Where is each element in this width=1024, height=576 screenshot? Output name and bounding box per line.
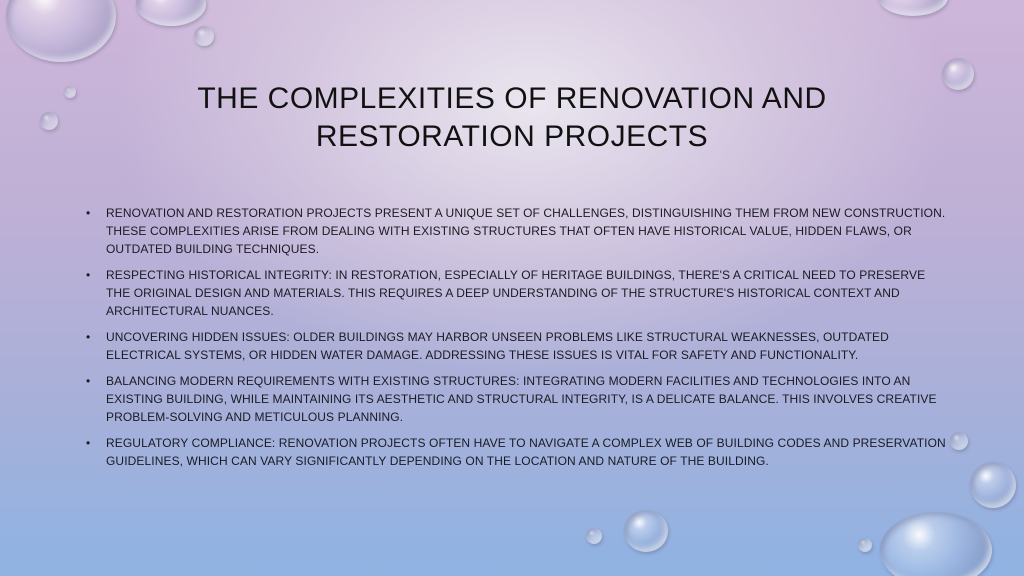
water-droplet-decoration [878, 0, 948, 16]
water-droplet-decoration [880, 512, 992, 576]
bullet-point-icon: • [86, 206, 91, 220]
water-droplet-decoration [624, 510, 668, 552]
bullet-point-icon: • [86, 436, 91, 450]
water-droplet-decoration [858, 538, 872, 552]
bullet-point-icon: • [86, 268, 91, 282]
bullet-text: RENOVATION AND RESTORATION PROJECTS PRESENT A UNIQUE SET OF CHALLENGES, DISTINGUISHING THEM FROM NEW CONSTRUCTION. THESE COMPLEXITIES ARISE FROM DEALING WITH EXISTING STRUCTURES THAT OFTEN HAVE HISTORICAL VALUE, HIDDEN FLAWS, OR OUTDATED BUILDING TECHNIQUES. [106, 206, 946, 256]
water-droplet-decoration [40, 112, 58, 130]
water-droplet-decoration [970, 462, 1016, 508]
water-droplet-decoration [194, 26, 214, 46]
water-droplet-decoration [136, 0, 206, 26]
bullet-text: BALANCING MODERN REQUIREMENTS WITH EXISTING STRUCTURES: INTEGRATING MODERN FACILITIES AND TECHNOLOGIES INTO AN EXISTING BUILDING, WHILE MAINTAINING ITS AESTHETIC AND STRUCTURAL INTEGRITY, IS A DELICATE BALANCE. THIS INVOLVES CREATIVE PROBLEM-SOLVING AND METICULOUS PLANNING. [106, 374, 937, 424]
water-droplet-decoration [950, 432, 968, 450]
water-droplet-decoration [586, 528, 602, 544]
bullet-item [86, 372, 946, 426]
bullet-item [86, 434, 946, 470]
water-droplet-decoration [64, 86, 76, 98]
bullet-text: RESPECTING HISTORICAL INTEGRITY: IN RESTORATION, ESPECIALLY OF HERITAGE BUILDINGS, THERE'S A CRITICAL NEED TO PRESERVE THE ORIGINAL DESIGN AND MATERIALS. THIS REQUIRES A DEEP UNDERSTANDING OF THE STRUCTURE'S HISTORICAL CONTEXT AND ARCHITECTURAL NUANCES. [106, 268, 926, 318]
bullet-list [86, 204, 946, 478]
water-droplet-decoration [6, 0, 116, 62]
bullet-item [86, 204, 946, 258]
slide-title: THE COMPLEXITIES OF RENOVATION AND RESTORATION PROJECTS [197, 82, 827, 153]
bullet-point-icon: • [86, 330, 91, 344]
water-droplet-decoration [942, 58, 974, 90]
bullet-text: REGULATORY COMPLIANCE: RENOVATION PROJECTS OFTEN HAVE TO NAVIGATE A COMPLEX WEB OF BUILDING CODES AND PRESERVATION GUIDELINES, WHICH CAN VARY SIGNIFICANTLY DEPENDING ON THE LOCATION AND NATURE OF THE BUILDING. [106, 436, 946, 468]
bullet-point-icon: • [86, 374, 91, 388]
bullet-item [86, 328, 946, 364]
bullet-item [86, 266, 946, 320]
bullet-text: UNCOVERING HIDDEN ISSUES: OLDER BUILDINGS MAY HARBOR UNSEEN PROBLEMS LIKE STRUCTURAL WEAKNESSES, OUTDATED ELECTRICAL SYSTEMS, OR HIDDEN WATER DAMAGE. ADDRESSING THESE ISSUES IS VITAL FOR SAFETY AND FUNCTIONALITY. [106, 330, 889, 362]
